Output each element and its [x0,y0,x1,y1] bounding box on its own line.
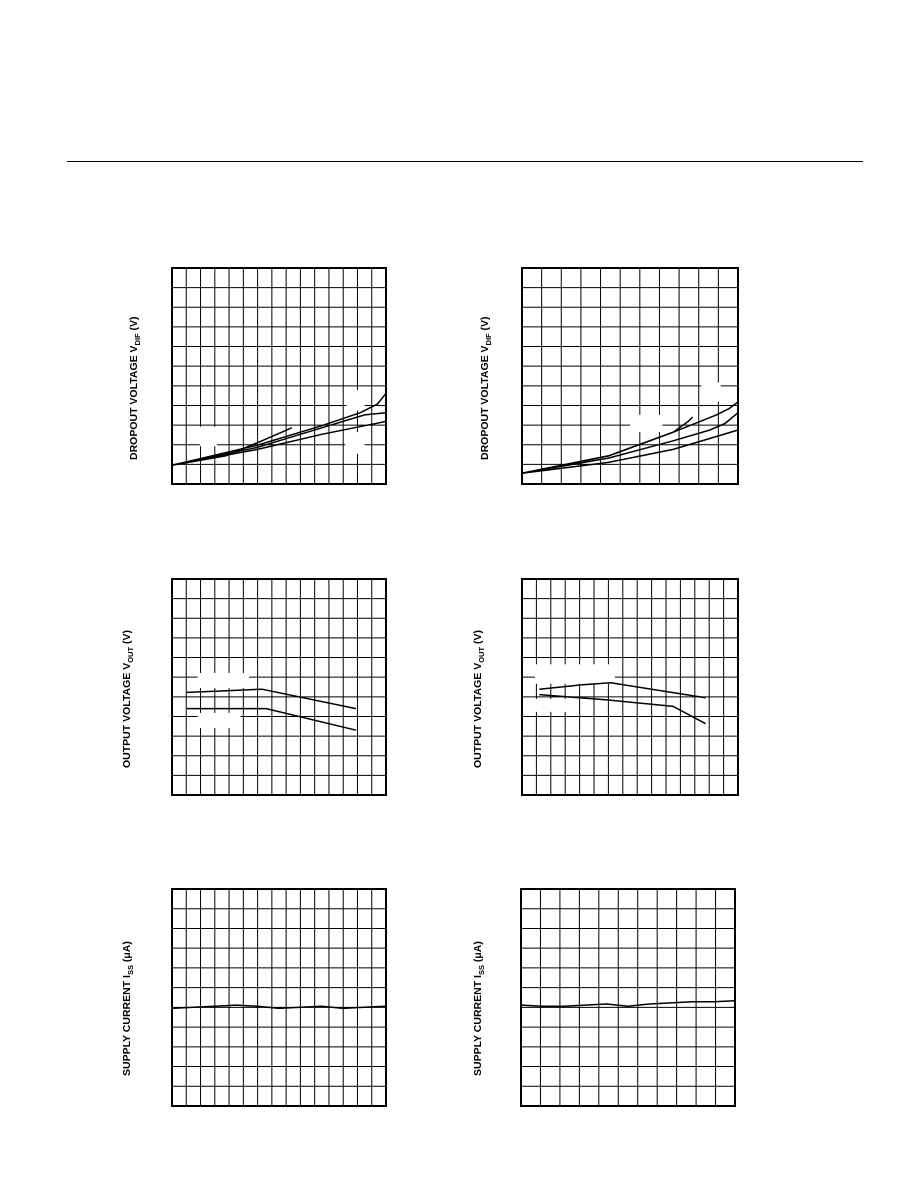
dropout-left-ylabel-pre: DROPOUT VOLTAGE V [128,345,140,460]
vout-left-ylabel-post: (V) [121,630,133,647]
iss-right-ylabel-post: (μA) [472,941,484,966]
iss-right-ylabel-sub: SS [477,965,487,976]
iss-right-ylabel-pre: SUPPLY CURRENT I [472,975,484,1076]
dropout-right-ylabel-post: (V) [479,316,491,334]
iss-right-curve-1 [521,1001,735,1006]
iss-right-frame [521,889,735,1106]
vout-right-ylabel-post: (V) [472,630,484,647]
dropout-right-ylabel-pre: DROPOUT VOLTAGE V [479,345,491,460]
iss-left-ylabel-post: (μA) [121,941,133,966]
iss-left-ylabel-sub: SS [126,965,136,976]
dropout-left-ylabel-post: (V) [128,316,140,334]
dropout-left-ylabel-sub: DIF [133,333,143,346]
dropout-right-ylabel-sub: DIF [484,333,494,346]
iss-left-ylabel-pre: SUPPLY CURRENT I [121,975,133,1076]
vout-right-ylabel-sub: OUT [477,646,487,663]
iss-right-ylabel [472,941,487,1076]
vout-right-ylabel-pre: OUTPUT VOLTAGE V [472,662,484,768]
iss-right-plot [521,889,735,1106]
vout-left-ylabel-pre: OUTPUT VOLTAGE V [121,662,133,768]
vout-left-ylabel-sub: OUT [126,646,136,663]
